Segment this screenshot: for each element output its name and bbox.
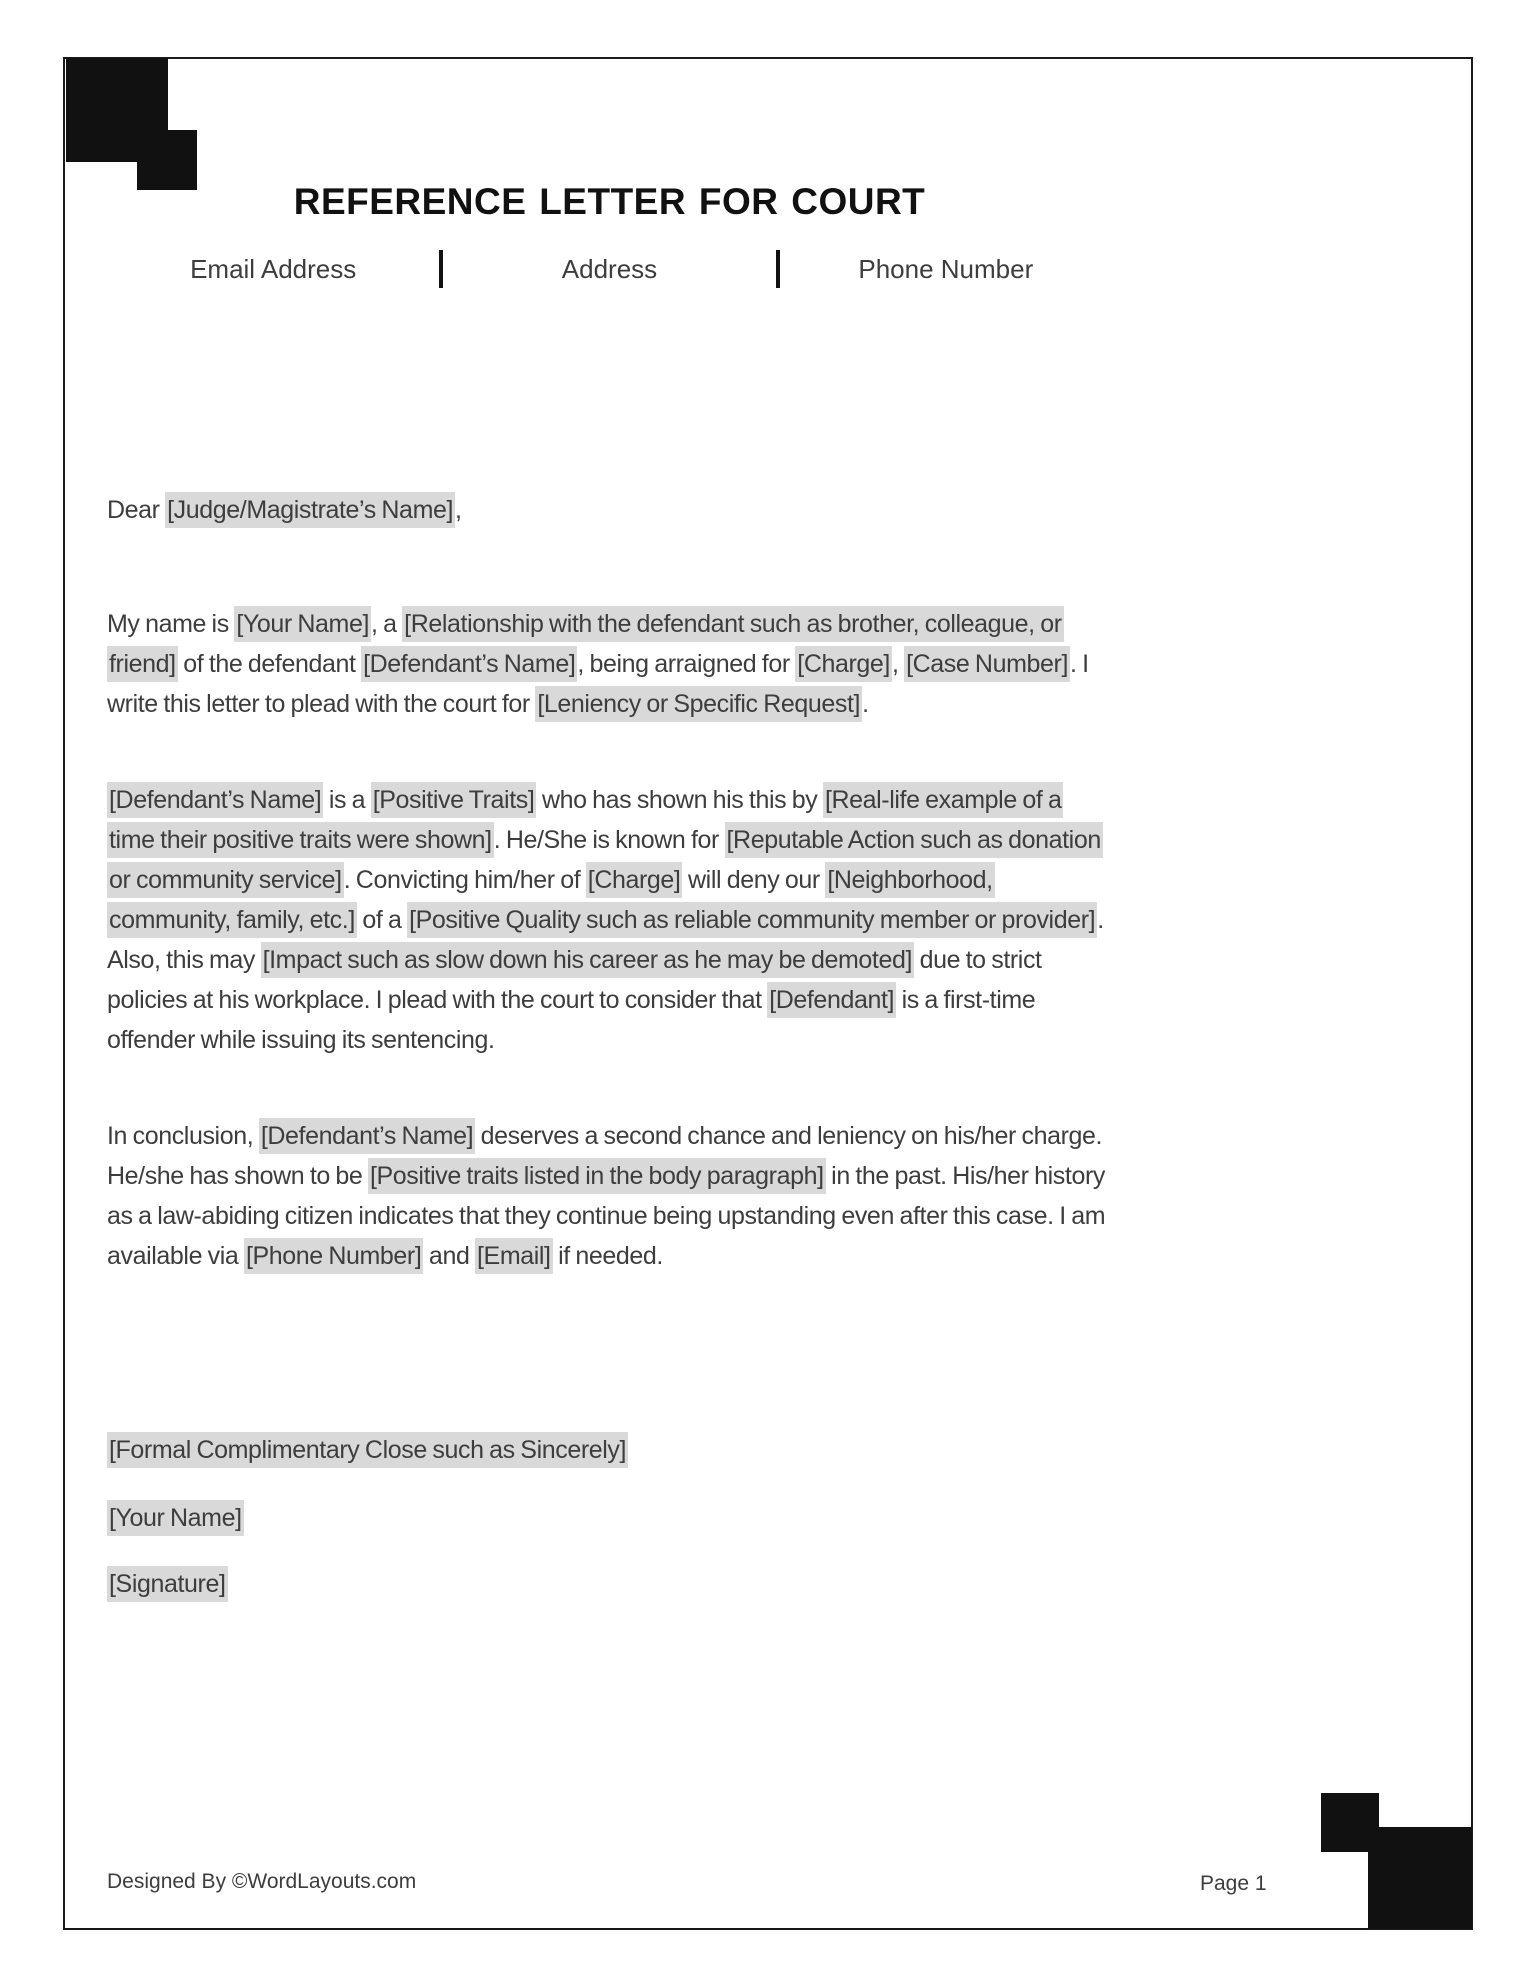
placeholder-highlight: [Defendant’s Name] <box>259 1118 475 1154</box>
placeholder-highlight: [Relationship with the defendant such as brother, colleague, or friend] <box>107 606 1064 682</box>
text-run: , <box>455 496 462 524</box>
text-run: will deny our <box>682 866 826 894</box>
salutation-line <box>107 490 1112 530</box>
placeholder-highlight: [Reputable Action such as donation or community service] <box>107 822 1103 898</box>
body-paragraph-3 <box>107 1116 1112 1276</box>
contact-email-label: Email Address <box>190 254 357 284</box>
placeholder-highlight: [Positive traits listed in the body paragraph] <box>368 1158 826 1194</box>
text-run: of the defendant <box>177 650 362 678</box>
text-run: , <box>891 650 905 678</box>
placeholder-highlight: [Email] <box>475 1238 553 1274</box>
placeholder-highlight: [Charge] <box>795 646 892 682</box>
text-run: , a <box>371 610 403 638</box>
placeholder-highlight: [Defendant] <box>767 982 896 1018</box>
placeholder-highlight: [Defendant’s Name] <box>107 782 323 818</box>
placeholder-highlight: [Phone Number] <box>244 1238 423 1274</box>
placeholder-highlight: [Your Name] <box>234 606 371 642</box>
footer-page-number: Page 1 <box>1200 1872 1267 1895</box>
placeholder-highlight: [Judge/Magistrate’s Name] <box>165 492 455 528</box>
placeholder-highlight: [Positive Quality such as reliable community member or provider] <box>407 902 1097 938</box>
text-run: if needed. <box>552 1242 663 1270</box>
text-run: is a first-time offender while issuing its sentencing. <box>107 986 1036 1054</box>
text-run: . <box>862 690 869 718</box>
contact-phone-label: Phone Number <box>858 254 1034 284</box>
document-title: REFERENCE LETTER FOR COURT <box>293 181 926 222</box>
placeholder-highlight: [Your Name] <box>107 1500 244 1536</box>
placeholder-highlight: [Neighborhood, community, family, etc.] <box>107 862 995 938</box>
placeholder-highlight: [Case Number] <box>904 646 1070 682</box>
text-run: and <box>423 1242 475 1270</box>
placeholder-highlight: [Charge] <box>586 862 683 898</box>
body-paragraph-1 <box>107 604 1112 724</box>
contact-address-label: Address <box>561 254 658 284</box>
placeholder-highlight: [Positive Traits] <box>371 782 537 818</box>
text-run: who has shown his this by <box>536 786 823 814</box>
contact-info-row <box>107 246 1112 292</box>
placeholder-highlight: [Formal Complimentary Close such as Sincerely] <box>107 1432 628 1468</box>
sender-name-line <box>107 1498 1112 1538</box>
footer-credit: Designed By ©WordLayouts.com <box>107 1870 417 1893</box>
complimentary-close-line <box>107 1430 1112 1470</box>
text-run: , being arraigned for <box>577 650 796 678</box>
corner-decoration-bottom-right-large <box>1368 1827 1472 1929</box>
signature-line <box>107 1564 1112 1604</box>
text-run: deserves a second chance and leniency on his/her charge. He/she has shown to be <box>107 1122 1103 1190</box>
text-run: of a <box>356 906 408 934</box>
placeholder-highlight: [Impact such as slow down his career as he may be demoted] <box>261 942 914 978</box>
text-run: . He/She is known for <box>493 826 725 854</box>
text-run: . I write this letter to plead with the court for <box>107 650 1089 718</box>
text-run: due to strict policies at his workplace. I plead with the court to consider that <box>107 946 1042 1014</box>
text-run: Dear <box>107 496 166 524</box>
text-run: . Convicting him/her of <box>343 866 586 894</box>
text-run: in the past. His/her history as a law-abiding citizen indicates that they continue being upstanding even after this case. I am available via <box>107 1162 1106 1270</box>
text-run: In conclusion, <box>107 1122 259 1150</box>
text-run: . Also, this may <box>107 906 1104 974</box>
placeholder-highlight: [Signature] <box>107 1566 228 1602</box>
text-run: My name is <box>107 610 235 638</box>
body-paragraph-2 <box>107 780 1112 1060</box>
text-run: is a <box>323 786 371 814</box>
placeholder-highlight: [Defendant’s Name] <box>361 646 577 682</box>
placeholder-highlight: [Real-life example of a time their positive traits were shown] <box>107 782 1063 858</box>
placeholder-highlight: [Leniency or Specific Request] <box>535 686 862 722</box>
